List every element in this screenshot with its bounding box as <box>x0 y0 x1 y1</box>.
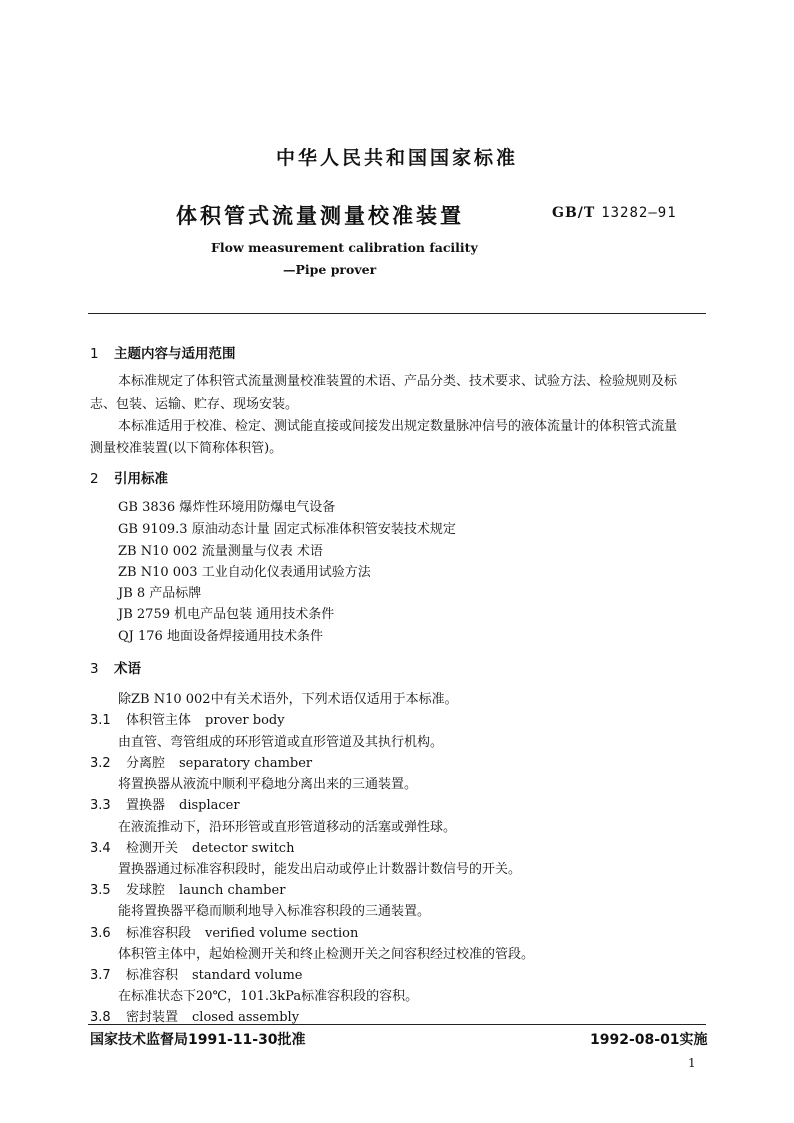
reference-item: QJ 176 地面设备焊接通用技术条件 <box>118 629 323 644</box>
term-zh: 标准容积 <box>126 968 179 983</box>
paragraph-line: 测量校准装置(以下简称体积管)。 <box>90 441 283 456</box>
term-heading <box>90 709 285 728</box>
reference-item: JB 8 产品标牌 <box>118 586 202 601</box>
term-en: separatory chamber <box>179 756 313 771</box>
term-en: displacer <box>179 798 240 813</box>
paragraph-line: 本标准适用于校准、检定、测试能直接或间接发出规定数量脉冲信号的液体流量计的体积管式流量 <box>118 419 678 434</box>
term-zh: 标准容积段 <box>126 926 192 941</box>
reference-item: GB 9109.3 原油动态计量 固定式标准体积管安装技术规定 <box>118 522 456 537</box>
paragraph-line: 志、包装、运输、贮存、现场安装。 <box>90 397 299 412</box>
section-number: 3 <box>90 661 99 677</box>
term-zh: 密封装置 <box>126 1010 179 1025</box>
section-number: 2 <box>90 471 99 487</box>
term-en: standard volume <box>192 968 303 983</box>
term-zh: 发球腔 <box>126 883 166 898</box>
approval-note: 国家技术监督局1991-11-30批准 <box>90 1032 306 1048</box>
term-number: 3.5 <box>90 883 111 898</box>
term-heading <box>90 752 312 771</box>
document-title: 体积管式流量测量校准装置 <box>176 204 464 228</box>
term-heading <box>90 837 294 856</box>
english-title-line2: —Pipe prover <box>283 262 377 277</box>
reference-item: JB 2759 机电产品包装 通用技术条件 <box>118 607 335 622</box>
term-definition: 在液流推动下，沿环形管或直形管道移动的活塞或弹性球。 <box>118 820 457 835</box>
term-heading <box>90 1006 299 1025</box>
term-zh: 置换器 <box>126 798 166 813</box>
term-en: launch chamber <box>179 883 286 898</box>
standard-code-number: 13282—91 <box>601 205 677 221</box>
term-definition: 体积管主体中，起始检测开关和终止检测开关之间容积经过校准的管段。 <box>118 947 535 962</box>
section-title: 主题内容与适用范围 <box>114 346 236 362</box>
implementation-date: 1992-08-01实施 <box>590 1032 708 1048</box>
term-definition: 将置换器从液流中顺利平稳地分离出来的三通装置。 <box>118 777 418 792</box>
header-divider <box>88 313 706 314</box>
standard-code-prefix: GB/T <box>552 205 596 221</box>
paragraph-line: 本标准规定了体积管式流量测量校准装置的术语、产品分类、技术要求、试验方法、检验规则及标 <box>118 374 678 389</box>
term-heading <box>90 922 358 941</box>
term-definition: 能将置换器平稳而顺利地导入标准容积段的三通装置。 <box>118 904 431 919</box>
section-2-heading <box>90 467 168 487</box>
section-number: 1 <box>90 346 99 362</box>
page-number: 1 <box>688 1056 696 1070</box>
term-number: 3.4 <box>90 841 111 856</box>
term-number: 3.8 <box>90 1010 111 1025</box>
term-zh: 体积管主体 <box>126 713 192 728</box>
term-number: 3.6 <box>90 926 111 941</box>
term-heading <box>90 794 240 813</box>
term-en: detector switch <box>192 841 295 856</box>
standard-code <box>552 205 677 221</box>
section-3-heading <box>90 657 141 677</box>
term-en: prover body <box>205 713 285 728</box>
reference-item: ZB N10 003 工业自动化仪表通用试验方法 <box>118 565 371 580</box>
term-en: closed assembly <box>192 1010 300 1025</box>
term-en: verified volume section <box>205 926 359 941</box>
term-number: 3.7 <box>90 968 111 983</box>
term-zh: 分离腔 <box>126 756 166 771</box>
term-heading <box>90 964 303 983</box>
term-number: 3.3 <box>90 798 111 813</box>
term-definition: 在标准状态下20℃，101.3kPa标准容积段的容积。 <box>118 989 419 1004</box>
term-definition: 由直管、弯管组成的环形管道或直形管道及其执行机构。 <box>118 735 444 750</box>
section-intro: 除ZB N10 002中有关术语外，下列术语仅适用于本标准。 <box>118 692 458 707</box>
term-number: 3.2 <box>90 756 111 771</box>
footer-divider <box>88 1024 706 1025</box>
term-number: 3.1 <box>90 713 111 728</box>
section-title: 术语 <box>114 661 141 677</box>
term-definition: 置换器通过标准容积段时，能发出启动或停止计数器计数信号的开关。 <box>118 862 522 877</box>
term-zh: 检测开关 <box>126 841 179 856</box>
standard-org-heading: 中华人民共和国国家标准 <box>275 147 518 169</box>
section-title: 引用标准 <box>114 471 168 487</box>
section-1-heading <box>90 342 236 362</box>
term-heading <box>90 879 285 898</box>
reference-item: GB 3836 爆炸性环境用防爆电气设备 <box>118 500 336 515</box>
english-title-line1: Flow measurement calibration facility <box>211 240 478 255</box>
reference-item: ZB N10 002 流量测量与仪表 术语 <box>118 544 323 559</box>
